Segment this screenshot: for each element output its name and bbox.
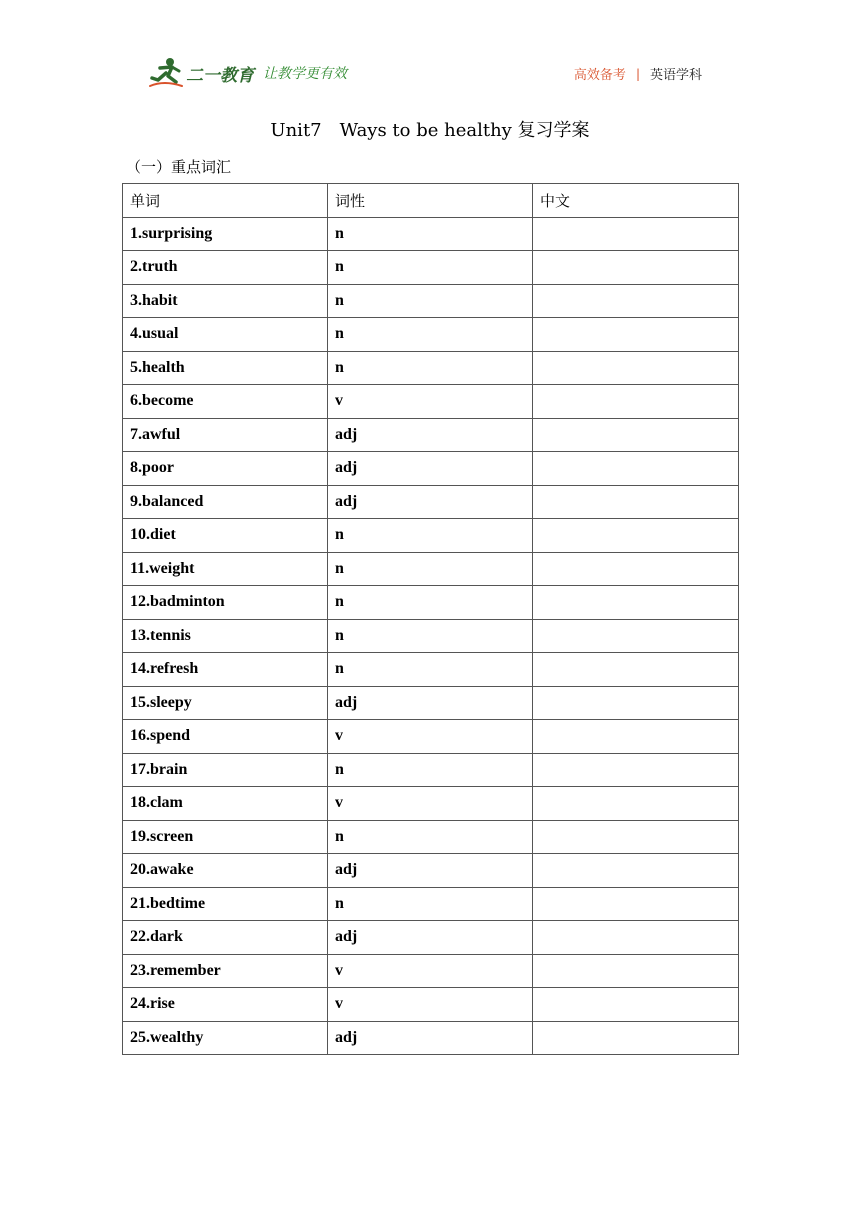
table-row [123,418,739,452]
part-of-speech-cell: n [328,251,533,285]
meaning-cell[interactable] [533,921,739,955]
table-row [123,820,739,854]
meaning-cell[interactable] [533,686,739,720]
word-cell: 8.poor [123,452,328,486]
vocabulary-table [122,183,739,1055]
slogan: 让教学更有效 [263,66,347,82]
table-row [123,753,739,787]
part-of-speech-cell: n [328,318,533,352]
part-of-speech-cell: n [328,820,533,854]
table-row [123,251,739,285]
part-of-speech-cell: v [328,954,533,988]
meaning-cell[interactable] [533,954,739,988]
table-body [123,217,739,1055]
part-of-speech-cell: adj [328,485,533,519]
table-row [123,720,739,754]
part-of-speech-cell: adj [328,452,533,486]
word-cell: 21.bedtime [123,887,328,921]
meaning-cell[interactable] [533,586,739,620]
table-row [123,921,739,955]
meaning-cell[interactable] [533,251,739,285]
meaning-cell[interactable] [533,988,739,1022]
part-of-speech-cell: adj [328,686,533,720]
word-cell: 12.badminton [123,586,328,620]
word-cell: 20.awake [123,854,328,888]
section-heading: （一）重点词汇 [126,158,232,176]
meaning-cell[interactable] [533,217,739,251]
word-cell: 14.refresh [123,653,328,687]
table-row [123,887,739,921]
part-of-speech-cell: n [328,217,533,251]
subject-label: 英语学科 [649,68,702,83]
table-row [123,485,739,519]
table-row [123,284,739,318]
page-title: Unit7 Ways to be healthy 复习学案 [270,120,590,141]
word-cell: 23.remember [123,954,328,988]
meaning-cell[interactable] [533,519,739,553]
page-header [148,56,714,96]
meaning-cell[interactable] [533,318,739,352]
part-of-speech-cell: v [328,720,533,754]
tagline: 高效备考 [573,68,626,83]
table-row [123,619,739,653]
part-of-speech-cell: adj [328,1021,533,1055]
meaning-cell[interactable] [533,452,739,486]
meaning-cell[interactable] [533,820,739,854]
part-of-speech-cell: n [328,586,533,620]
table-row [123,787,739,821]
word-cell: 24.rise [123,988,328,1022]
meaning-cell[interactable] [533,653,739,687]
word-cell: 9.balanced [123,485,328,519]
logo [148,56,254,90]
table-row [123,686,739,720]
table-row [123,519,739,553]
part-of-speech-cell: adj [328,854,533,888]
part-of-speech-cell: v [328,787,533,821]
part-of-speech-cell: v [328,988,533,1022]
part-of-speech-cell: adj [328,418,533,452]
part-of-speech-cell: n [328,653,533,687]
part-of-speech-cell: v [328,385,533,419]
meaning-cell[interactable] [533,552,739,586]
word-cell: 4.usual [123,318,328,352]
column-header-pos: 词性 [328,184,533,218]
meaning-cell[interactable] [533,887,739,921]
word-cell: 7.awful [123,418,328,452]
word-cell: 22.dark [123,921,328,955]
running-figure-icon [148,56,184,90]
table-row [123,351,739,385]
word-cell: 19.screen [123,820,328,854]
table-header-row [123,184,739,218]
word-cell: 6.become [123,385,328,419]
part-of-speech-cell: n [328,887,533,921]
word-cell: 2.truth [123,251,328,285]
header-subject-info [574,64,702,83]
word-cell: 5.health [123,351,328,385]
table-row [123,385,739,419]
meaning-cell[interactable] [533,854,739,888]
table-row [123,954,739,988]
table-row [123,988,739,1022]
column-header-word: 单词 [123,184,328,218]
word-cell: 13.tennis [123,619,328,653]
meaning-cell[interactable] [533,720,739,754]
part-of-speech-cell: n [328,351,533,385]
table-row [123,318,739,352]
word-cell: 10.diet [123,519,328,553]
word-cell: 25.wealthy [123,1021,328,1055]
meaning-cell[interactable] [533,351,739,385]
part-of-speech-cell: n [328,619,533,653]
table-row [123,586,739,620]
meaning-cell[interactable] [533,619,739,653]
logo-text: 二一教育 [186,65,254,86]
meaning-cell[interactable] [533,1021,739,1055]
meaning-cell[interactable] [533,753,739,787]
part-of-speech-cell: n [328,519,533,553]
word-cell: 16.spend [123,720,328,754]
word-cell: 11.weight [123,552,328,586]
meaning-cell[interactable] [533,418,739,452]
part-of-speech-cell: n [328,753,533,787]
meaning-cell[interactable] [533,787,739,821]
word-cell: 1.surprising [123,217,328,251]
separator: | [635,66,640,81]
meaning-cell[interactable] [533,385,739,419]
table-row [123,653,739,687]
table-row [123,552,739,586]
column-header-meaning: 中文 [533,184,739,218]
part-of-speech-cell: n [328,552,533,586]
meaning-cell[interactable] [533,284,739,318]
word-cell: 15.sleepy [123,686,328,720]
word-cell: 18.clam [123,787,328,821]
table-row [123,452,739,486]
word-cell: 17.brain [123,753,328,787]
table-row [123,217,739,251]
part-of-speech-cell: n [328,284,533,318]
meaning-cell[interactable] [533,485,739,519]
word-cell: 3.habit [123,284,328,318]
table-row [123,1021,739,1055]
part-of-speech-cell: adj [328,921,533,955]
table-row [123,854,739,888]
